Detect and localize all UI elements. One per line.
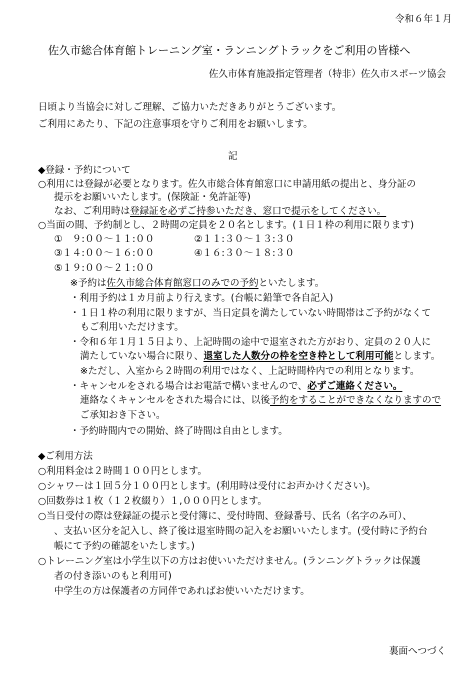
time-slot-1: ① ９:００～１１:００ <box>54 234 155 245</box>
page-title: 佐久市総合体育館トレーニング室・ランニングトラックをご利用の皆様へ <box>48 44 411 57</box>
bullet-cancel-line-1 <box>70 380 402 393</box>
bullet-cancel-warning-emphasis: 予約をすることができなくなりますので <box>270 395 442 406</box>
bullet-vacancy-text: 満たしていない場合に限り、 <box>80 351 204 362</box>
usage-checkin-line-2: 、支払い区分を記入し、終了後は退室時間の記入をお願いいたします。(受付時に予約台 <box>54 526 428 537</box>
intro-line-1: 日頃より当協会に対しご理解、ご協力いただきありがとうございます。 <box>38 102 342 113</box>
usage-coupon: ○回数券は１枚（１２枚綴り）１,０００円とします。 <box>38 496 268 507</box>
continue-on-back: 裏面へつづく <box>388 646 446 657</box>
organization-name: 佐久市体育施設指定管理者（特非）佐久市スポーツ協会 <box>208 69 446 80</box>
registration-heading: ◆登録・予約について <box>38 165 131 176</box>
bullet-vacancy-line-1: ・令和６年１月１５日より、上記時間の途中で退室された方がおり、定員の２０人に <box>70 337 432 348</box>
registration-card-notice: 登録証を必ずご持参いただき、窓口で提示をしてください。 <box>130 206 387 217</box>
intro-line-2: ご利用にあたり、下記の注意事項を守りご利用をお願いします。 <box>38 119 313 130</box>
time-slot-5: ⑤１９:００～２１:００ <box>54 263 155 274</box>
reservation-note-suffix: といたします。 <box>258 278 325 289</box>
reservation-note-prefix: ※予約は <box>70 278 107 289</box>
time-slot-3: ③１４:００～１６:００ <box>54 248 155 259</box>
time-slot-2: ②１１:３０～１３:３０ <box>194 234 295 245</box>
usage-checkin-line-3: 帳にて予約の確認をいたします。) <box>54 541 195 552</box>
issue-date: 令和６年１月 <box>394 14 452 25</box>
bullet-vacancy-emphasis: 退室した人数分の枠を空き枠として利用可能 <box>203 351 394 362</box>
bullet-vacancy-suffix: とします。 <box>393 351 441 362</box>
usage-heading: ◆ご利用方法 <box>38 451 93 462</box>
bullet-cancel-line-2 <box>80 394 441 407</box>
bullet-vacancy-note: ※ただし、入室から２時間の利用ではなく、上記時間枠内での利用となります。 <box>80 366 420 377</box>
usage-age-line-2: 者の付き添いのもと利用可) <box>54 571 172 582</box>
bullet-cancel-line-3: ご承知おき下さい。 <box>80 410 166 421</box>
bullet-cancel-warning-text: 連絡なくキャンセルをされた場合には、以後 <box>80 395 271 406</box>
bullet-cancel-text: ・キャンセルをされる場合はお電話で構いませんので、 <box>70 381 308 392</box>
registration-line-2: 提示をお願いいたします。(保険証・免許証等) <box>54 192 251 203</box>
usage-fee: ○利用料金は２時間１００円とします。 <box>38 466 208 477</box>
registration-line-1: ○利用には登録が必要となります。佐久市総合体育館窓口に申請用紙の提出と、身分証の <box>38 179 417 190</box>
reservation-note <box>70 277 324 290</box>
reservation-note-window: 佐久市総合体育館窓口のみでの予約 <box>106 278 259 289</box>
registration-line-4: ○当面の間、予約制とし、２時間の定員を２０名とします。(１日１枠の利用に限ります) <box>38 220 414 231</box>
bullet-advance-booking: ・利用予約は１カ月前より行えます。(台帳に鉛筆で各自記入) <box>70 293 334 304</box>
usage-shower: ○シャワーは１回５分１００円とします。(利用時は受付にお声かけください)。 <box>38 481 376 492</box>
bullet-vacancy-line-2 <box>80 350 440 363</box>
center-label: 記 <box>228 151 238 162</box>
time-slot-4: ④１６:３０～１８:３０ <box>194 248 295 259</box>
usage-checkin-line-1: ○当日受付の際は登録証の提示と受付簿に、受付時間、登録番号、氏名（名字のみ可）、 <box>38 511 413 522</box>
registration-line-3 <box>54 205 386 218</box>
bullet-one-slot-line-1: ・１日１枠の利用に限りますが、当日定員を満たしていない時間帯はご予約がなくて <box>70 308 432 319</box>
registration-line-3-text: なお、ご利用時は <box>54 206 131 217</box>
bullet-cancel-emphasis: 必ずご連絡ください。 <box>307 381 403 392</box>
usage-age-line-1: ○トレーニング室は小学生以下の方はお使いいただけません。(ランニングトラックは保護 <box>38 556 421 567</box>
bullet-one-slot-line-2: もご利用いただけます。 <box>80 322 184 333</box>
usage-age-line-3: 中学生の方は保護者の方同伴であればお使いいただけます。 <box>54 586 310 597</box>
bullet-free-time: ・予約時間内での開始、終了時間は自由とします。 <box>70 426 288 437</box>
